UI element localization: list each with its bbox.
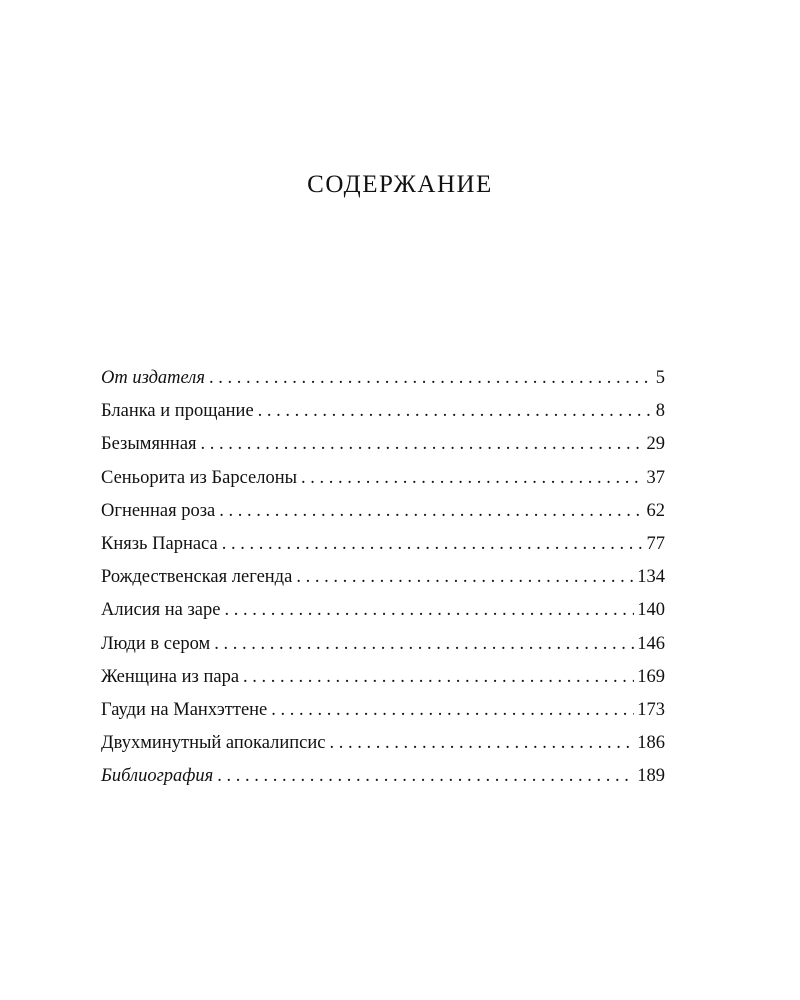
toc-entry-title: Библиография xyxy=(101,766,214,787)
toc-dot-leader xyxy=(243,661,634,694)
toc-entry-page: 77 xyxy=(646,533,665,554)
toc-entry-page: 5 xyxy=(655,368,665,388)
toc-dot-leader xyxy=(217,760,634,793)
toc-entry-title: Гауди на Манхэттене xyxy=(101,699,268,720)
toc-entry-page: 140 xyxy=(637,600,665,621)
toc-dot-leader xyxy=(201,428,644,461)
toc-entry xyxy=(101,594,665,627)
toc-entry xyxy=(101,495,665,528)
toc-entry-page: 29 xyxy=(646,434,665,455)
toc-entry xyxy=(101,760,665,793)
toc-entry xyxy=(101,428,665,461)
toc-entry-title: Люди в сером xyxy=(101,633,211,654)
toc-dot-leader xyxy=(222,528,644,561)
toc-dot-leader xyxy=(209,362,653,395)
toc-entry-page: 186 xyxy=(637,733,665,754)
toc-dot-leader xyxy=(224,594,634,627)
toc-entry-title: Женщина из пара xyxy=(101,666,240,687)
toc-dot-leader xyxy=(214,628,634,661)
toc-entry xyxy=(101,528,665,561)
toc-dot-leader xyxy=(329,727,634,760)
page-title: СОДЕРЖАНИЕ xyxy=(307,171,493,198)
toc-entry xyxy=(101,395,665,428)
toc-entry xyxy=(101,462,665,495)
toc-entry-title: Алисия на заре xyxy=(101,600,221,621)
toc-entry-title: От издателя xyxy=(101,368,205,388)
toc-entry-page: 8 xyxy=(655,401,665,422)
toc-entry-title: Сеньорита из Барселоны xyxy=(101,467,298,488)
toc-entry-page: 134 xyxy=(637,567,665,588)
toc-entry-page: 37 xyxy=(646,467,665,488)
toc-entry xyxy=(101,362,665,395)
toc-entry xyxy=(101,694,665,727)
toc-dot-leader xyxy=(296,561,634,594)
toc-dot-leader xyxy=(258,395,653,428)
toc-dot-leader xyxy=(271,694,634,727)
toc-entry-title: Бланка и прощание xyxy=(101,401,254,422)
toc-entry-page: 146 xyxy=(637,633,665,654)
toc-entry-page: 173 xyxy=(637,699,665,720)
toc-entry xyxy=(101,628,665,661)
toc-entry-page: 189 xyxy=(637,766,665,787)
table-of-contents xyxy=(101,362,665,793)
toc-entry-title: Князь Парнаса xyxy=(101,533,218,554)
toc-entry xyxy=(101,661,665,694)
toc-dot-leader xyxy=(301,462,643,495)
toc-entry-page: 62 xyxy=(646,500,665,521)
toc-entry-title: Безымянная xyxy=(101,434,197,455)
toc-entry xyxy=(101,561,665,594)
toc-entry-title: Двухминутный апокалипсис xyxy=(101,733,326,754)
toc-entry-title: Рождественская легенда xyxy=(101,567,293,588)
toc-entry-title: Огненная роза xyxy=(101,500,216,521)
toc-dot-leader xyxy=(219,495,643,528)
toc-entry xyxy=(101,727,665,760)
toc-entry-page: 169 xyxy=(637,666,665,687)
